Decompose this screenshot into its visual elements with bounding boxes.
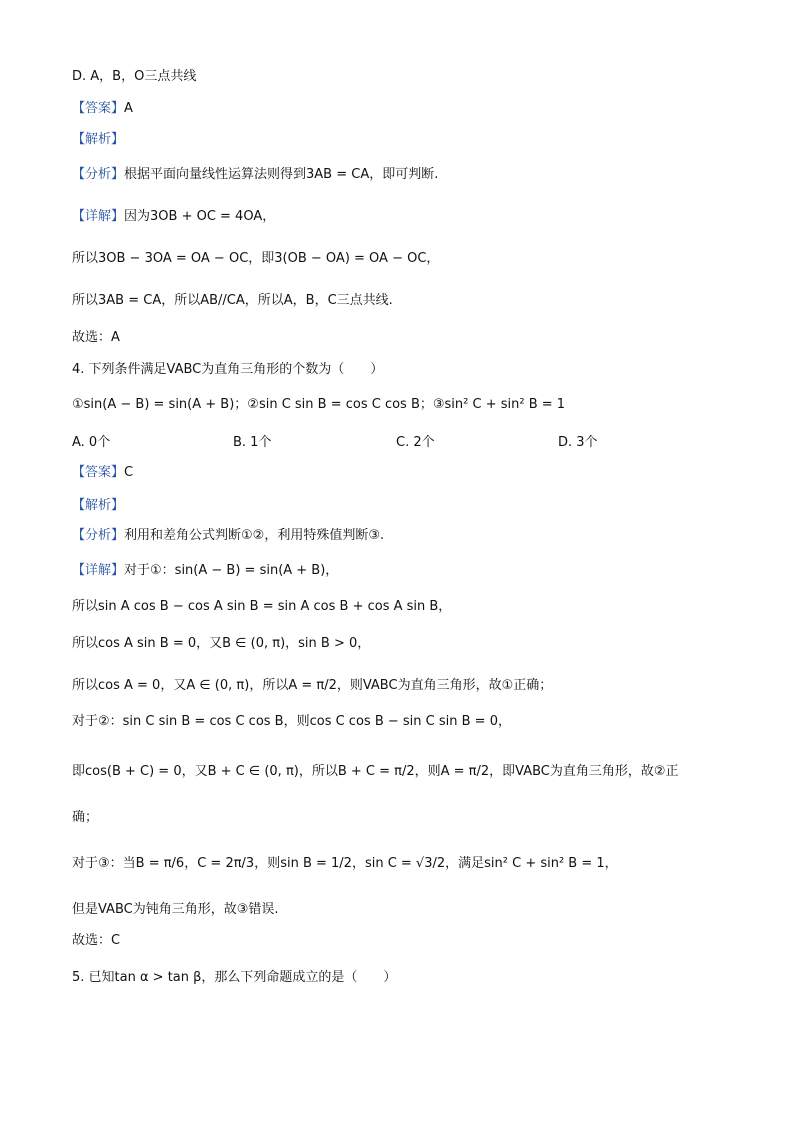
choice-b: B. 1个	[233, 435, 272, 450]
text-line	[72, 763, 734, 781]
text-line	[72, 562, 734, 580]
text-line	[72, 527, 734, 545]
line-text: 即cos(B + C) = 0，又B + C ∈ (0, π)，所以B + C = π/2，则A = π/2，即VABC为直角三角形，故②正	[72, 764, 679, 779]
text-line	[72, 292, 734, 310]
section-tag: 【答案】	[72, 101, 125, 116]
text-line	[72, 396, 734, 414]
text-line	[72, 208, 734, 226]
text-line	[72, 855, 734, 873]
text-line	[72, 677, 734, 695]
section-tag: 【分析】	[72, 167, 125, 182]
line-text: D. A，B，O三点共线	[72, 69, 197, 84]
line-text: 故选：A	[72, 330, 120, 345]
text-line	[72, 598, 734, 616]
line-text: 根据平面向量线性运算法则得到3AB = CA，即可判断.	[124, 167, 439, 182]
line-text: 但是VABC为钝角三角形，故③错误.	[72, 902, 279, 917]
text-line	[72, 131, 734, 149]
text-line	[72, 166, 734, 184]
line-text: 所以3AB = CA，所以AB//CA，所以A，B，C三点共线.	[72, 293, 393, 308]
line-text: 故选：C	[72, 933, 121, 948]
text-line	[72, 100, 734, 118]
text-line	[72, 497, 734, 515]
text-line	[72, 329, 734, 347]
line-text: 所以3OB − 3OA = OA − OC，即3(OB − OA) = OA − OC，	[72, 251, 440, 266]
line-text: 对于①：sin(A − B) = sin(A + B)，	[124, 563, 339, 578]
text-line	[72, 68, 734, 86]
answer-tag: 【答案】	[72, 465, 125, 480]
choice-d: D. 3个	[558, 435, 598, 450]
text-line	[72, 809, 734, 827]
text-line	[72, 635, 734, 653]
line-text: 因为3OB + OC = 4OA，	[124, 209, 276, 224]
text-line	[72, 901, 734, 919]
text-line	[72, 932, 734, 950]
line-text: 利用和差角公式判断①②，利用特殊值判断③.	[124, 528, 385, 543]
line-text: A	[124, 101, 133, 116]
line-text: 对于②：sin C sin B = cos C cos B，则cos C cos B − sin C sin B = 0，	[72, 714, 511, 729]
section-tag: 【详解】	[72, 209, 125, 224]
line-text: 所以cos A = 0，又A ∈ (0, π)，所以A = π/2，则VABC为直角三角形，故①正确；	[72, 678, 553, 693]
answer-value: C	[124, 465, 134, 480]
line-text: 4. 下列条件满足VABC为直角三角形的个数为（ ）	[72, 362, 384, 377]
line-text: ①sin(A − B) = sin(A + B)；②sin C sin B = cos C cos B；③sin² C + sin² B = 1	[72, 397, 566, 412]
section-tag: 【解析】	[72, 498, 125, 513]
section-tag: 【分析】	[72, 528, 125, 543]
text-line	[72, 361, 734, 379]
choice-a: A. 0个	[72, 435, 111, 450]
line-text: 对于③：当B = π/6，C = 2π/3，则sin B = 1/2，sin C = √3/2，满足sin² C + sin² B = 1，	[72, 856, 618, 871]
text-line	[72, 250, 734, 268]
text-line	[72, 969, 734, 987]
line-text: 所以cos A sin B = 0，又B ∈ (0, π)，sin B > 0，	[72, 636, 371, 651]
section-tag: 【详解】	[72, 563, 125, 578]
line-text: 5. 已知tan α > tan β，那么下列命题成立的是（ ）	[72, 970, 397, 985]
text-line	[72, 713, 734, 731]
line-text: 所以sin A cos B − cos A sin B = sin A cos B + cos A sin B，	[72, 599, 452, 614]
line-text: 确；	[72, 810, 99, 825]
section-tag: 【解析】	[72, 132, 125, 147]
choice-c: C. 2个	[396, 435, 435, 450]
answer-line-q4	[72, 464, 734, 482]
